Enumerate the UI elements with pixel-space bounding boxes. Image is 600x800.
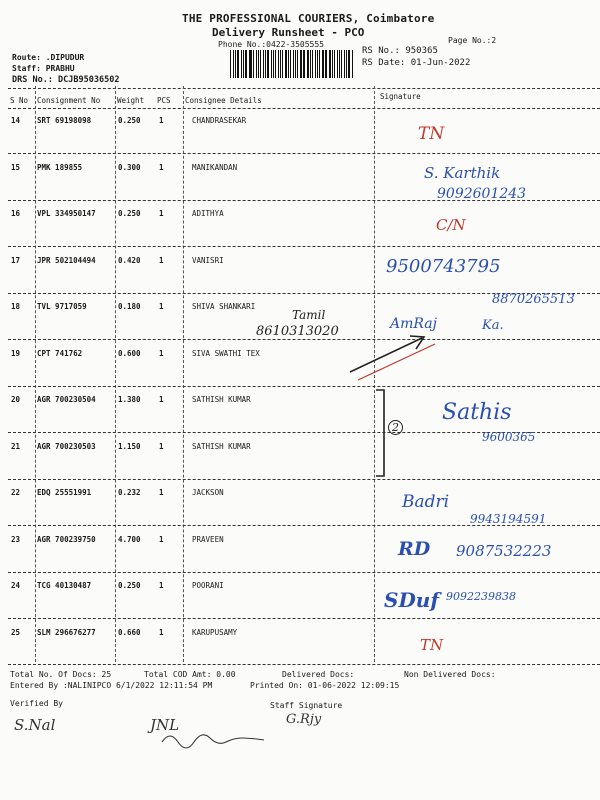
row-pcs: 1 <box>159 349 164 358</box>
handwritten-signature: AmRaj <box>390 316 437 332</box>
row-pcs: 1 <box>159 256 164 265</box>
row-weight: 0.660 <box>118 628 141 637</box>
handwritten-phone: 9092239838 <box>446 590 516 603</box>
barcode-bar <box>337 50 338 78</box>
barcode-bar <box>329 50 331 78</box>
runsheet-subtitle: Delivery Runsheet - PCO <box>212 26 365 39</box>
barcode-bar <box>303 50 304 78</box>
handwritten-signature: SDuf <box>384 588 439 612</box>
row-pcs: 1 <box>159 302 164 311</box>
row-consignment: JPR 502104494 <box>37 256 96 265</box>
handwritten-phone: 9092601243 <box>437 186 527 202</box>
barcode-bar <box>322 50 323 78</box>
barcode-bar <box>267 50 269 78</box>
barcode-bar <box>245 50 246 78</box>
drs-number: DRS No.: DCJB95036502 <box>12 75 120 85</box>
row-pcs: 1 <box>159 395 164 404</box>
row-consignment: SLM 296676277 <box>37 628 96 637</box>
barcode-bar <box>288 50 289 78</box>
barcode-bar <box>339 50 340 78</box>
row-pcs: 1 <box>159 581 164 590</box>
barcode-bar <box>319 50 320 78</box>
barcode-bar <box>235 50 236 78</box>
barcode-bar <box>348 50 350 78</box>
handwritten-signature: 9500743795 <box>386 256 501 277</box>
row-sno: 18 <box>11 302 21 311</box>
barcode-bar <box>260 50 261 78</box>
col-header-signature: Signature <box>380 92 421 101</box>
non-delivered-docs: Non Delivered Docs: <box>404 670 496 679</box>
barcode-bar <box>249 50 250 78</box>
company-title: THE PROFESSIONAL COURIERS, Coimbatore <box>182 12 435 25</box>
row-sno: 16 <box>11 209 21 218</box>
col-header-consignment: Consignment No <box>37 96 101 105</box>
row-sno: 17 <box>11 256 21 265</box>
handwritten-signature: Sathis <box>442 400 512 425</box>
row-consignee: JACKSON <box>192 488 224 497</box>
barcode-bar <box>315 50 316 78</box>
row-weight: 0.600 <box>118 349 141 358</box>
row-consignee: VANISRI <box>192 256 224 265</box>
row-weight: 0.250 <box>118 581 141 590</box>
row-weight: 0.250 <box>118 116 141 125</box>
barcode-bar <box>285 50 287 78</box>
row-sno: 20 <box>11 395 21 404</box>
handwritten-mark: TN <box>418 124 445 144</box>
row-divider <box>8 386 600 387</box>
row-weight: 0.420 <box>118 256 141 265</box>
column-divider <box>183 86 184 662</box>
handwritten-phone: 8610313020 <box>256 324 339 339</box>
barcode-bar <box>263 50 264 78</box>
row-consignment: VPL 334950147 <box>37 209 96 218</box>
header-divider-top <box>8 88 600 89</box>
col-header-consignee: Consignee Details <box>185 96 262 105</box>
circled-number: 2 <box>388 420 403 435</box>
handwritten-mark: C/N <box>436 216 466 234</box>
printed-on: Printed On: 01-06-2022 12:09:15 <box>250 681 400 690</box>
row-consignee: SATHISH KUMAR <box>192 395 251 404</box>
barcode-bar <box>346 50 347 78</box>
verified-signature: S.Nal <box>14 716 56 734</box>
row-consignee: KARUPUSAMY <box>192 628 238 637</box>
barcode-bar <box>290 50 291 78</box>
row-consignment: AGR 700230504 <box>37 395 96 404</box>
row-pcs: 1 <box>159 209 164 218</box>
barcode-bar <box>341 50 342 78</box>
total-docs: Total No. Of Docs: 25 <box>10 670 112 679</box>
footer-divider <box>8 664 600 665</box>
row-divider <box>8 339 600 340</box>
row-consignee: ADITHYA <box>192 209 224 218</box>
phone-number: Phone No.:0422-3505555 <box>218 40 324 49</box>
barcode-bar <box>241 50 242 78</box>
handwritten-name: S. Karthik <box>424 164 501 182</box>
col-header-weight: Weight <box>117 96 145 105</box>
signature-scribble <box>160 728 270 750</box>
delivered-docs: Delivered Docs: <box>282 670 355 679</box>
row-divider <box>8 479 600 480</box>
route-label: Route: .DIPUDUR <box>12 53 85 62</box>
barcode-bar <box>243 50 244 78</box>
column-divider <box>35 86 36 662</box>
row-consignment: SRT 69198098 <box>37 116 92 125</box>
rs-number: RS No.: 950365 <box>362 46 438 56</box>
staff-signature-label: Staff Signature <box>270 701 343 710</box>
row-consignment: EDQ 25551991 <box>37 488 92 497</box>
row-pcs: 1 <box>159 535 164 544</box>
row-weight: 1.380 <box>118 395 141 404</box>
row-consignment: AGR 700230503 <box>37 442 96 451</box>
row-consignee: CHANDRASEKAR <box>192 116 247 125</box>
handwritten-signature: Badri <box>402 492 450 512</box>
handwritten-phone: 9943194591 <box>470 512 547 526</box>
row-pcs: 1 <box>159 628 164 637</box>
barcode-bar <box>307 50 309 78</box>
col-header-sno: S No <box>10 96 29 105</box>
barcode-bar <box>352 50 353 78</box>
barcode-bar <box>334 50 335 78</box>
row-consignee: MANIKANDAN <box>192 163 238 172</box>
row-weight: 0.300 <box>118 163 141 172</box>
total-cod: Total COD Amt: 0.00 <box>144 670 236 679</box>
barcode-bar <box>265 50 266 78</box>
barcode-bar <box>325 50 326 78</box>
row-sno: 19 <box>11 349 21 358</box>
barcode-bar <box>237 50 239 78</box>
handwritten-phone: 8870265513 <box>492 292 575 307</box>
row-pcs: 1 <box>159 488 164 497</box>
handwritten-text: Tamil <box>292 308 326 322</box>
handwritten-text: Ka. <box>482 318 504 333</box>
row-consignee: POORANI <box>192 581 224 590</box>
barcode-bar <box>271 50 272 78</box>
handwritten-signature: JNL <box>150 716 180 734</box>
row-pcs: 1 <box>159 442 164 451</box>
row-weight: 0.180 <box>118 302 141 311</box>
barcode-bar <box>273 50 274 78</box>
row-sno: 25 <box>11 628 21 637</box>
row-consignment: AGR 700239750 <box>37 535 96 544</box>
barcode-bar <box>332 50 333 78</box>
row-consignee: PRAVEEN <box>192 535 224 544</box>
staff-signature: G.Rjy <box>286 712 322 727</box>
row-divider <box>8 153 600 154</box>
row-consignment: PMK 189855 <box>37 163 83 172</box>
bracket-icon <box>372 388 392 480</box>
barcode-bar <box>295 50 296 78</box>
barcode-bar <box>310 50 311 78</box>
barcode-bar <box>297 50 298 78</box>
row-consignee: SIVA SWATHI TEX <box>192 349 260 358</box>
barcode-bar <box>293 50 294 78</box>
row-weight: 0.250 <box>118 209 141 218</box>
barcode-bar <box>312 50 313 78</box>
header-divider-bottom <box>8 108 600 109</box>
row-consignment: TVL 9717059 <box>37 302 87 311</box>
row-pcs: 1 <box>159 116 164 125</box>
entered-by: Entered By :NALINIPCO 6/1/2022 12:11:54 PM <box>10 681 213 690</box>
row-weight: 0.232 <box>118 488 141 497</box>
verified-by-label: Verified By <box>10 699 63 708</box>
row-sno: 22 <box>11 488 21 497</box>
barcode-bar <box>275 50 276 78</box>
barcode-bar <box>344 50 345 78</box>
rs-date: RS Date: 01-Jun-2022 <box>362 58 471 68</box>
row-consignee: SATHISH KUMAR <box>192 442 251 451</box>
staff-label: Staff: PRABHU <box>12 64 75 73</box>
row-sno: 21 <box>11 442 21 451</box>
row-divider <box>8 618 600 619</box>
row-divider <box>8 572 600 573</box>
barcode-bar <box>258 50 259 78</box>
barcode-bar <box>253 50 254 78</box>
row-weight: 1.150 <box>118 442 141 451</box>
row-pcs: 1 <box>159 163 164 172</box>
handwritten-mark: TN <box>420 636 444 654</box>
handwritten-phone: 9600365 <box>482 430 536 444</box>
barcode-icon <box>230 50 354 78</box>
barcode-bar <box>304 50 305 78</box>
row-consignment: TCG 40130487 <box>37 581 92 590</box>
barcode-bar <box>326 50 327 78</box>
handwritten-phone: 9087532223 <box>456 542 552 560</box>
barcode-bar <box>300 50 301 78</box>
row-sno: 23 <box>11 535 21 544</box>
arrow-icon <box>340 320 440 386</box>
barcode-bar <box>317 50 318 78</box>
barcode-bar <box>282 50 283 78</box>
barcode-bar <box>280 50 281 78</box>
barcode-bar <box>230 50 231 78</box>
row-consignee: SHIVA SHANKARI <box>192 302 256 311</box>
row-weight: 4.700 <box>118 535 141 544</box>
col-header-pcs: PCS <box>157 96 171 105</box>
handwritten-signature: RD <box>398 538 431 560</box>
barcode-bar <box>278 50 279 78</box>
row-sno: 15 <box>11 163 21 172</box>
page-number: Page No.:2 <box>448 36 497 45</box>
row-sno: 24 <box>11 581 21 590</box>
row-consignment: CPT 741762 <box>37 349 83 358</box>
row-divider <box>8 246 600 247</box>
column-divider <box>115 86 116 662</box>
barcode-bar <box>233 50 234 78</box>
row-sno: 14 <box>11 116 21 125</box>
barcode-bar <box>256 50 257 78</box>
barcode-bar <box>250 50 252 78</box>
